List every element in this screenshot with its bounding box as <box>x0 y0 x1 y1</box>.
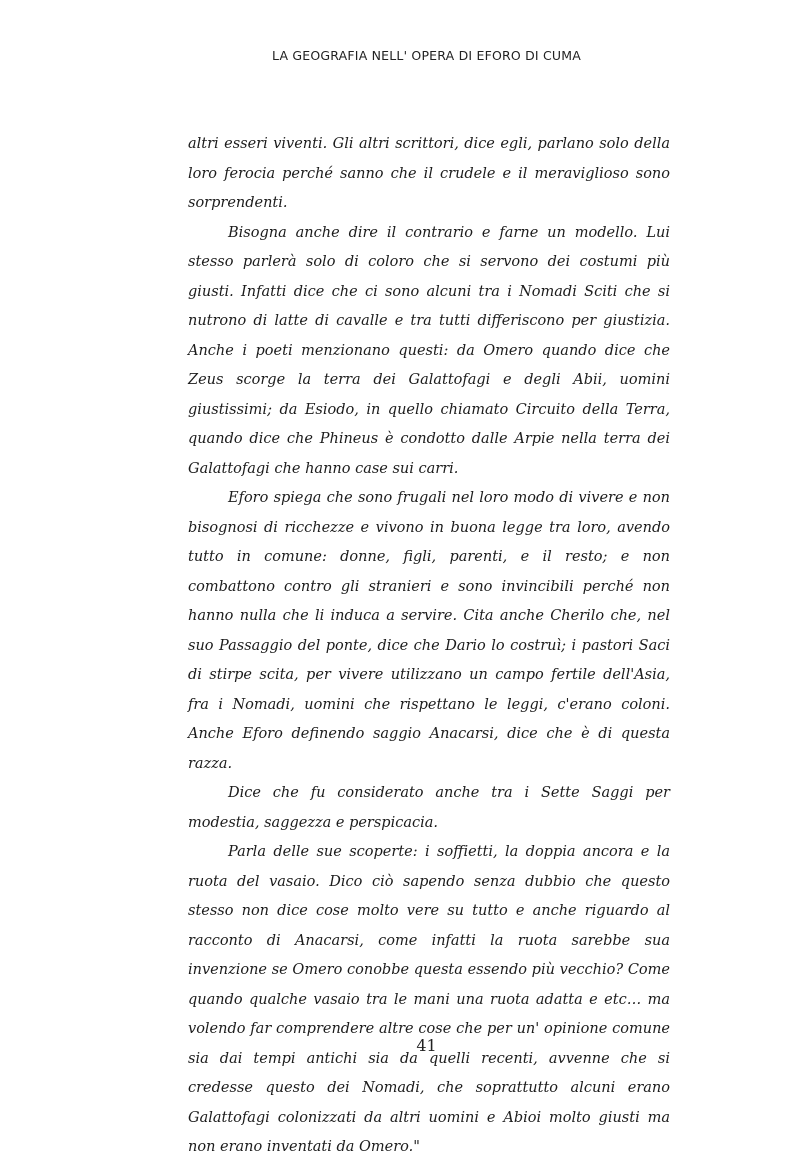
paragraph-2: Bisogna anche dire il contrario e farne un modello. Lui stesso parlerà solo di coloro che si servono dei costumi più giusti. Infatti dice che ci sono alcuni tra i Nomadi Sciti che si nutrono di latte di cavalle e tra tutti differiscono per giustizia. Anche i poeti menzionano questi: da Omero quando dice che Zeus scorge la terra dei Galattofagi e degli Abii, uomini giustissimi; da Esiodo, in quello chiamato Circuito della Terra, quando dice che Phineus è condotto dalle Arpie nella terra dei Galattofagi che hanno case sui carri. <box>188 224 670 477</box>
paragraph-1: altri esseri viventi. Gli altri scrittori, dice egli, parlano solo della loro ferocia perché sanno che il crudele e il meraviglioso sono sorprendenti. <box>188 136 670 211</box>
paragraph-5: Parla delle sue scoperte: i soffietti, la doppia ancora e la ruota del vasaio. Dico ciò sapendo senza dubbio che questo stesso non dice cose molto vere su tutto e anche riguardo al racconto di Anacarsi, come infatti la ruota sarebbe sua invenzione se Omero conobbe questa essendo più vecchio? Come quando qualche vasaio tra le mani una ruota adatta e etc… ma volendo far comprendere altre cose che per un' opinione comune sia dai tempi antichi sia da quelli recenti, avvenne che si credesse questo dei Nomadi, che soprattutto alcuni erano Galattofagi colonizzati da altri uomini e Abioi molto giusti ma non erano inventati da Omero." <box>188 844 670 1155</box>
paragraph-4: Dice che fu considerato anche tra i Sette Saggi per modestia, saggezza e perspicacia. <box>188 785 670 831</box>
page-number: 41 <box>416 1036 437 1055</box>
running-header: LA GEOGRAFIA NELL' OPERA DI EFORO DI CUMA <box>272 48 581 63</box>
paragraph-3: Eforo spiega che sono frugali nel loro modo di vivere e non bisognosi di ricchezze e vivono in buona legge tra loro, avendo tutto in comune: donne, figli, parenti, e il resto; e non combattono contro gli stranieri e sono invincibili perché non hanno nulla che li induca a servire. Cita anche Cherilo che, nel suo Passaggio del ponte, dice che Dario lo costruì; i pastori Saci di stirpe scita, per vivere utilizzano un campo fertile dell'Asia, fra i Nomadi, uomini che rispettano le leggi, c'erano coloni. Anche Eforo definendo saggio Anacarsi, dice che è di questa razza. <box>188 490 670 772</box>
body-text <box>188 130 670 1163</box>
